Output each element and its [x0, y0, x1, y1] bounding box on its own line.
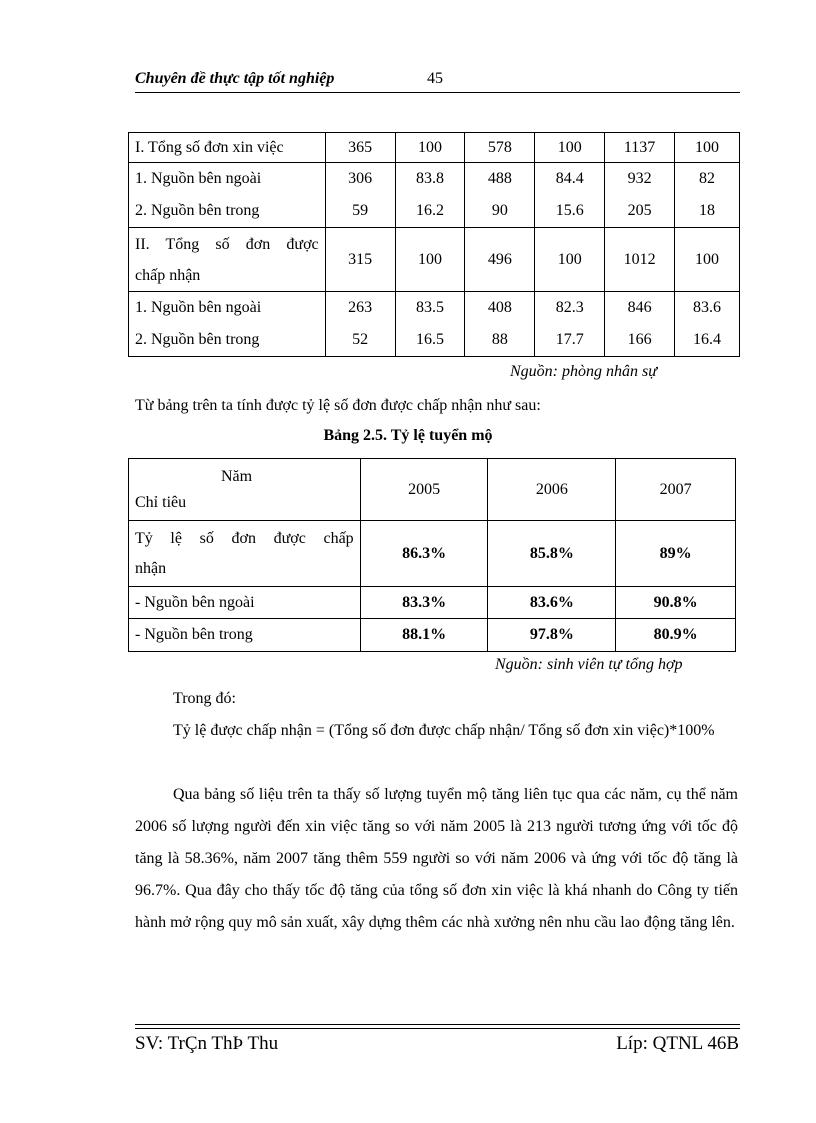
row-label-cont: nhận	[135, 559, 167, 577]
table-cell: 88.1%	[360, 619, 488, 652]
footer-class: Líp: QTNL 46B	[616, 1033, 739, 1054]
table-cell: 846	[627, 299, 652, 316]
table-cell: 83.3%	[360, 587, 488, 619]
table-cell: 205	[627, 202, 652, 219]
paragraph-intro: Trong đó:	[173, 690, 236, 707]
table-row	[129, 587, 736, 619]
row-label: 2. Nguồn bên trong	[135, 202, 260, 219]
corner-year-label: Năm	[221, 467, 253, 485]
table2-source: Nguồn: sinh viên tự tổng hợp	[495, 656, 683, 673]
table-cell: 16.4	[693, 331, 722, 348]
page-header	[135, 70, 740, 93]
table-cell: 83.6%	[488, 587, 616, 619]
table-cell: 263	[348, 299, 373, 316]
footer-divider	[135, 1024, 740, 1029]
table-cell: 15.6	[555, 202, 584, 219]
table-cell: 578	[465, 133, 535, 163]
table-row-group	[129, 292, 740, 357]
table-cell: 90.8%	[616, 587, 736, 619]
header-title: Chuyên đề thực tập tốt nghiệp	[135, 70, 335, 87]
table-cell: 488	[487, 170, 512, 187]
table-cell: 59	[352, 202, 369, 219]
table-cell: 84.4	[555, 170, 584, 187]
row-label: I. Tổng số đơn xin việc	[129, 133, 326, 163]
table-cell: 17.7	[555, 331, 584, 348]
table-cell: 16.2	[415, 202, 444, 219]
column-header: 2007	[616, 459, 736, 521]
table-cell: 100	[395, 228, 465, 292]
table-cell: 315	[325, 228, 395, 292]
table-row	[129, 619, 736, 652]
row-label: 2. Nguồn bên trong	[135, 331, 260, 348]
table-cell: 100	[535, 228, 605, 292]
table-cell: 932	[627, 170, 652, 187]
table-cell: 1137	[605, 133, 675, 163]
row-label: Tỷ lệ số đơn được chấp	[135, 529, 354, 547]
table-cell: 88	[491, 331, 508, 348]
table-cell: 365	[325, 133, 395, 163]
footer-student: SV: TrÇn ThÞ Thu	[135, 1033, 279, 1054]
table2-title: Bảng 2.5. Tỷ lệ tuyển mộ	[323, 427, 493, 444]
recruitment-rate-table	[128, 458, 736, 652]
table-cell: 97.8%	[488, 619, 616, 652]
table-row	[129, 521, 736, 587]
table-cell: 90	[491, 202, 508, 219]
table-cell: 496	[465, 228, 535, 292]
table-cell: 166	[627, 331, 652, 348]
page-number: 45	[427, 70, 443, 87]
column-header: 2006	[488, 459, 616, 521]
column-header: 2005	[360, 459, 488, 521]
paragraph-formula: Tỷ lệ được chấp nhận = (Tổng số đơn được chấp nhận/ Tổng số đơn xin việc)*100%	[173, 722, 715, 739]
row-label: - Nguồn bên trong	[129, 619, 361, 652]
row-label-cont: chấp nhận	[135, 266, 201, 284]
table-cell: 89%	[616, 521, 736, 587]
table-row	[129, 228, 740, 292]
table-header-row	[129, 459, 736, 521]
row-label: II. Tổng số đơn được	[135, 235, 319, 253]
table-cell: 100	[395, 133, 465, 163]
table-row	[129, 133, 740, 163]
table-cell: 83.8	[415, 170, 444, 187]
row-label: 1. Nguồn bên ngoài	[135, 170, 262, 187]
table-cell: 16.5	[415, 331, 444, 348]
table1-source: Nguồn: phòng nhân sự	[510, 363, 657, 380]
table-row-group	[129, 163, 740, 228]
corner-indicator-label: Chỉ tiêu	[135, 493, 187, 511]
recruitment-table	[128, 132, 740, 357]
table-cell: 1012	[605, 228, 675, 292]
table-cell: 83.6	[693, 299, 722, 316]
table-cell: 100	[675, 228, 740, 292]
row-label: - Nguồn bên ngoài	[129, 587, 361, 619]
table-cell: 86.3%	[360, 521, 488, 587]
table-cell: 85.8%	[488, 521, 616, 587]
table-cell: 52	[352, 331, 369, 348]
table-cell: 80.9%	[616, 619, 736, 652]
table-cell: 83.5	[415, 299, 444, 316]
table-cell: 408	[487, 299, 512, 316]
row-label: 1. Nguồn bên ngoài	[135, 299, 262, 316]
paragraph-analysis: Qua bảng số liệu trên ta thấy số lượng tuyển mộ tăng liên tục qua các năm, cụ thể năm 2006 số lượng người đến xin việc tăng so với năm 2005 là 213 người tương ứng với tốc độ tăng là 58.36%, năm 2007 tăng thêm 559 người so với năm 2006 và ứng với tốc độ tăng là 96.7%. Qua đây cho thấy tốc độ tăng của tổng số đơn xin việc là khá nhanh do Công ty tiến hành mở rộng quy mô sản xuất, xây dựng thêm các nhà xưởng nên nhu cầu lao động tăng lên.	[135, 786, 738, 931]
table-cell: 100	[535, 133, 605, 163]
table-cell: 306	[348, 170, 373, 187]
table-cell: 100	[675, 133, 740, 163]
table-cell: 18	[699, 202, 716, 219]
table-cell: 82	[699, 170, 716, 187]
intro-text: Từ bảng trên ta tính được tỷ lệ số đơn được chấp nhận như sau:	[135, 397, 541, 414]
table-cell: 82.3	[555, 299, 584, 316]
